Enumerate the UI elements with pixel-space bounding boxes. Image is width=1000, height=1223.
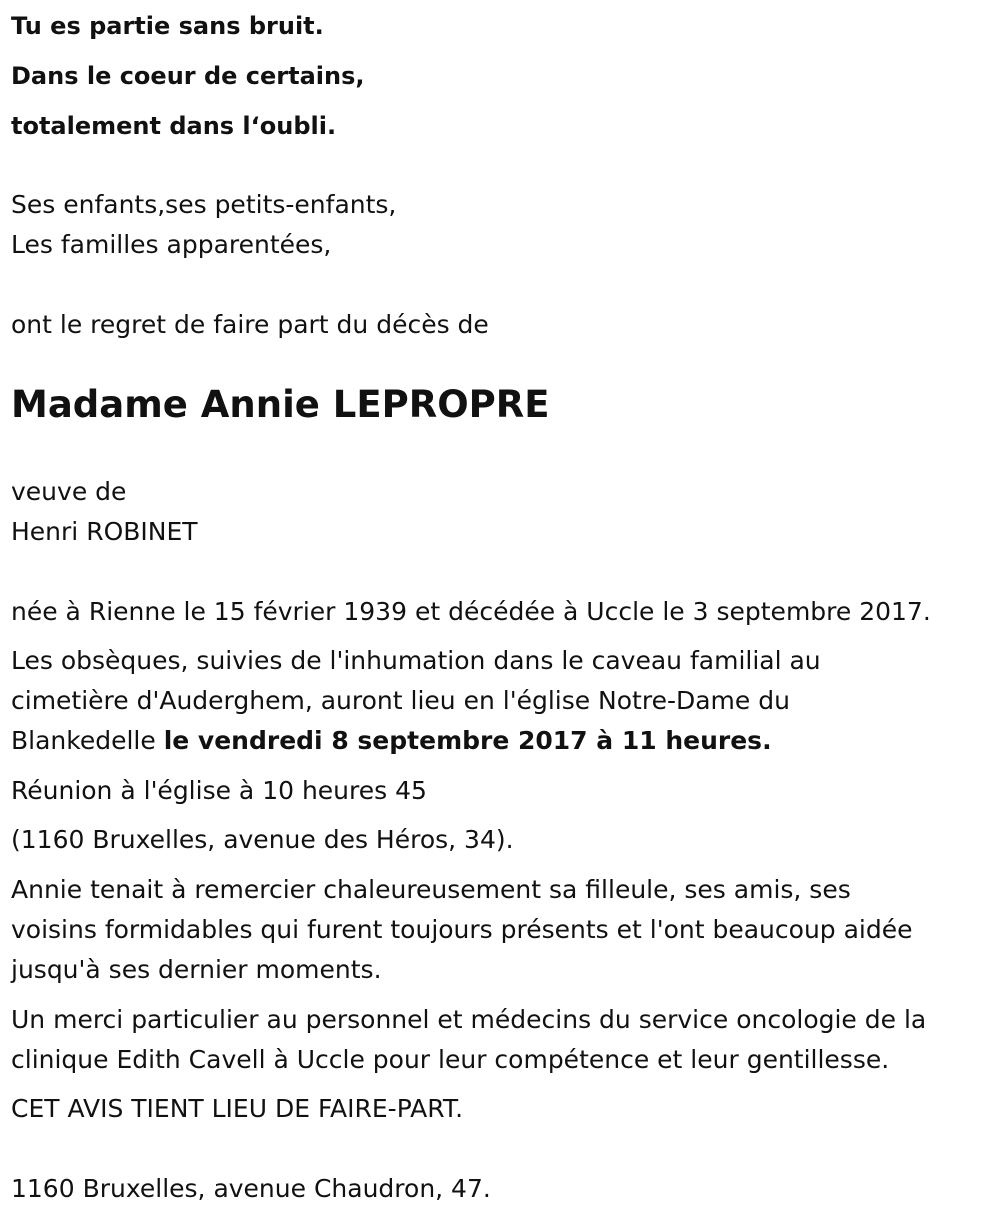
- thanks-line-2: voisins formidables qui furent toujours présents et l'ont beaucoup aidée: [11, 915, 913, 944]
- poem-line-3: totalement dans l‘oubli.: [11, 112, 337, 140]
- family-line-2: Les familles apparentées,: [11, 230, 332, 259]
- funeral-line-1: Les obsèques, suivies de l'inhumation dans le caveau familial au: [11, 646, 821, 675]
- announcement-text: ont le regret de faire part du décès de: [11, 310, 489, 339]
- widow-line-2: Henri ROBINET: [11, 517, 198, 546]
- widow-line-1: veuve de: [11, 477, 127, 506]
- notice-text: CET AVIS TIENT LIEU DE FAIRE-PART.: [11, 1094, 464, 1123]
- funeral-date: le vendredi 8 septembre 2017 à 11 heures.: [163, 726, 772, 755]
- deceased-name: Madame Annie LEPROPRE: [11, 383, 550, 426]
- birth-death-text: née à Rienne le 15 février 1939 et décédée à Uccle le 3 septembre 2017.: [11, 597, 931, 626]
- funeral-location: Blankedelle: [11, 726, 164, 755]
- church-address: (1160 Bruxelles, avenue des Héros, 34).: [11, 825, 514, 854]
- thanks-line-3: jusqu'à ses dernier moments.: [11, 955, 382, 984]
- special-thanks-line-1: Un merci particulier au personnel et médecins du service oncologie de la: [11, 1005, 927, 1034]
- funeral-line-2: cimetière d'Auderghem, auront lieu en l'église Notre-Dame du: [11, 686, 790, 715]
- thanks-line-1: Annie tenait à remercier chaleureusement sa filleule, ses amis, ses: [11, 875, 851, 904]
- funeral-line-3: [11, 721, 772, 761]
- poem-line-2: Dans le coeur de certains,: [11, 62, 365, 90]
- poem-line-1: Tu es partie sans bruit.: [11, 12, 324, 40]
- family-line-1: Ses enfants,ses petits-enfants,: [11, 190, 397, 219]
- meeting-text: Réunion à l'église à 10 heures 45: [11, 776, 427, 805]
- home-address: 1160 Bruxelles, avenue Chaudron, 47.: [11, 1174, 491, 1203]
- special-thanks-line-2: clinique Edith Cavell à Uccle pour leur compétence et leur gentillesse.: [11, 1045, 890, 1074]
